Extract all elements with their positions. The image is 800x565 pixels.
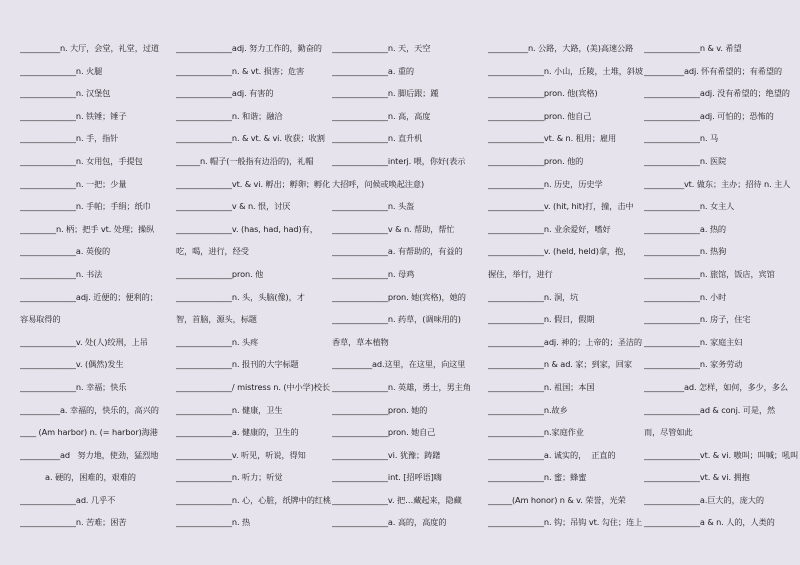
vocab-entry-text: ______________a. 英俊的 — [20, 246, 111, 257]
vocab-entry-text: ______________ad & conj. 可是，然 — [644, 404, 776, 415]
vocab-entry — [176, 421, 331, 444]
vocab-entry — [644, 60, 799, 83]
vocab-entry — [644, 466, 799, 489]
vocab-entry — [332, 60, 487, 83]
vocab-entry — [20, 60, 175, 83]
vocab-entry-text: ______________n. 幸福；快乐 — [20, 381, 127, 392]
vocab-entry — [20, 127, 175, 150]
vocab-entry — [488, 421, 643, 444]
vocab-entry — [20, 353, 175, 376]
vocab-entry-text: 大招呼，问候或唤起注意) — [332, 178, 425, 189]
vocab-entry-text: __________ad.这里，在这里，向这里 — [332, 359, 466, 370]
vocab-entry-text: 而，尽管如此 — [644, 427, 693, 438]
vocab-entry-text: ______________n. 书法 — [20, 268, 103, 279]
vocab-entry — [488, 60, 643, 83]
vocab-entry — [176, 376, 331, 399]
vocab-entry — [488, 263, 643, 286]
vocab-entry — [20, 263, 175, 286]
vocab-entry-text: ______________n. 汉堡包 — [20, 88, 111, 99]
vocab-entry-text: ______________v. 听见，听说，得知 — [176, 449, 306, 460]
vocab-entry — [488, 489, 643, 512]
vocab-entry — [176, 82, 331, 105]
vocab-entry-text: ______________n. 祖国；本国 — [488, 381, 595, 392]
vocab-entry — [644, 218, 799, 241]
vocab-entry — [332, 376, 487, 399]
vocab-entry — [488, 127, 643, 150]
vocab-entry — [20, 82, 175, 105]
vocab-entry-text: ______________n. 手，指针 — [20, 133, 119, 144]
vocab-entry — [644, 82, 799, 105]
vocab-entry — [488, 150, 643, 173]
vocab-entry — [176, 195, 331, 218]
vocab-entry — [176, 240, 331, 263]
vocab-entry — [332, 218, 487, 241]
vocab-entry — [644, 489, 799, 512]
vocab-entry-text: __________n. 大厅，会堂，礼堂，过道 — [20, 43, 159, 53]
vocab-entry-text: ______________n. 苦难；困苦 — [20, 517, 127, 528]
vocab-entry-text: ______________n. 女主人 — [644, 201, 735, 212]
vocab-entry — [332, 353, 487, 376]
vocab-entry — [488, 353, 643, 376]
vocab-entry-text: ______________vi. 犹豫；踌躇 — [332, 449, 441, 460]
vocab-entry — [332, 511, 487, 534]
vocab-entry-text: ______________pron. 他的 — [488, 155, 584, 166]
vocab-entry-text: ______________n. 热 — [176, 517, 251, 528]
vocab-entry — [332, 37, 487, 60]
vocab-entry-text: ______________vt. & vi. 孵出；孵卵；孵化 — [176, 178, 331, 189]
vocab-entry-text: __________n. 公路，大路，(美)高速公路 — [488, 43, 634, 53]
vocab-entry-text: ______________n. 健康，卫生 — [176, 404, 283, 415]
vocab-entry — [644, 105, 799, 128]
vocab-entry-text: __________ad 努力地，使劲，猛烈地 — [20, 449, 159, 460]
vocab-entry-text: ______________n. 马 — [644, 133, 719, 144]
vocab-entry — [20, 308, 175, 331]
vocab-entry-text: ______________n. 英雄，勇士，男主角 — [332, 381, 471, 392]
vocab-entry-text: ______________n. 火腿 — [20, 65, 103, 76]
vocab-entry-text: ______________v. 处(人)绞刑，上吊 — [20, 336, 148, 347]
vocab-entry — [488, 511, 643, 534]
vocab-entry — [332, 150, 487, 173]
vocab-entry — [20, 421, 175, 444]
vocab-entry — [332, 82, 487, 105]
vocab-entry-text: ______________interj. 喂，你好(表示 — [332, 155, 466, 166]
vocab-entry — [488, 308, 643, 331]
vocab-entry — [644, 240, 799, 263]
vocab-entry — [644, 286, 799, 309]
vocab-entry — [176, 399, 331, 422]
vocab-entry-text: ______________v. 把…藏起来，隐藏 — [332, 494, 462, 505]
vocab-entry — [20, 195, 175, 218]
vocab-entry-text: ______________n. 头疼 — [176, 336, 259, 347]
vocab-entry — [488, 399, 643, 422]
vocab-entry-text: __________ad. 怎样，如何，多少，多么 — [644, 381, 788, 392]
vocab-entry — [332, 173, 487, 196]
vocab-entry — [176, 466, 331, 489]
vocab-entry-text: ______________n. 洞，坑 — [488, 291, 579, 302]
vocab-entry-text: ______________a. 重的 — [332, 65, 415, 76]
vocab-entry-text: ______________n. 家务劳动 — [644, 359, 743, 370]
vocab-entry-text: ______________n. 钩；吊钩 vt. 勾住；连上 — [488, 517, 643, 528]
vocab-entry — [644, 150, 799, 173]
vocab-entry-text: ______________n. 手帕；手绢；纸巾 — [20, 201, 151, 212]
vocab-entry-text: ______________n. 女用包，手提包 — [20, 155, 143, 166]
vocab-entry — [488, 218, 643, 241]
vocab-entry — [20, 444, 175, 467]
vocab-entry — [20, 376, 175, 399]
vocab-entry — [332, 466, 487, 489]
vocab-column-2 — [176, 37, 331, 565]
vocab-entry-text: ______________n.故乡 — [488, 404, 568, 415]
vocab-entry-text: ______________v. (偶然)发生 — [20, 359, 124, 370]
vocab-entry-text: ______________pron. 她的 — [332, 404, 428, 415]
vocab-entry-text: ______________n. 铁锤；锤子 — [20, 110, 127, 121]
vocab-column-3 — [332, 37, 487, 565]
vocab-entry — [176, 37, 331, 60]
vocab-entry — [644, 173, 799, 196]
vocab-entry-text: __________vt. 做东；主办；招待 n. 主人 — [644, 178, 791, 189]
vocab-entry — [488, 82, 643, 105]
vocab-entry-text: ______________v & n. 帮助，帮忙 — [332, 223, 455, 234]
vocab-entry-text: ______________n. 房子，住宅 — [644, 314, 751, 325]
vocab-entry — [176, 511, 331, 534]
vocab-entry — [488, 173, 643, 196]
vocab-entry-text: ______________n. 小山，丘陵，土堆，斜坡 — [488, 65, 643, 76]
vocab-entry-text: ______________/ mistress n. (中小学)校长 — [176, 381, 330, 392]
vocab-entry-text: ______________n. 小时 — [644, 291, 727, 302]
vocab-entry — [488, 37, 643, 60]
vocab-entry-text: ______________n. 家庭主妇 — [644, 336, 743, 347]
vocab-entry-text: ______________adj. 近便的；便利的； — [20, 291, 158, 302]
vocab-entry-text: 吃，喝，进行，经受 — [176, 246, 249, 257]
vocab-entry-text: ______________v. (has, had, had)有， — [176, 223, 318, 234]
vocab-entry — [176, 127, 331, 150]
vocab-entry-text: ______________a. 高的，高度的 — [332, 517, 447, 528]
vocab-entry-text: 智，首脑，源头，标题 — [176, 314, 257, 325]
vocab-entry-text: 容易取得的 — [20, 314, 61, 325]
vocab-entry — [644, 331, 799, 354]
vocab-entry — [176, 150, 331, 173]
vocab-entry-text: ______________n. & vt. & vi. 收获；收割 — [176, 133, 325, 144]
vocab-entry-text: ______________n. 一把；少量 — [20, 178, 127, 189]
vocab-entry-text: ______________vt. & vi. 嗷叫；叫喊；吼叫 — [644, 449, 799, 460]
vocab-entry — [176, 331, 331, 354]
vocab-entry-text: ______________v. (hit, hit)打，撞，击中 — [488, 201, 634, 212]
vocab-entry-text: ______(Am honor) n & v. 荣誉，光荣 — [488, 494, 626, 505]
vocab-entry-text: 握住，举行，进行 — [488, 268, 553, 279]
vocab-entry-text: ______________a & n. 人的，人类的 — [644, 517, 775, 528]
vocab-entry-text: ______________n. 高，高度 — [332, 110, 431, 121]
vocab-entry — [644, 263, 799, 286]
vocab-entry-text: _________n. 柄；把手 vt. 处理；操纵 — [20, 223, 155, 234]
vocab-entry — [488, 240, 643, 263]
vocab-entry-text: ______________v & n. 恨，讨厌 — [176, 201, 291, 212]
vocab-entry — [20, 331, 175, 354]
vocab-entry-text: ______________n. 听力；听觉 — [176, 472, 283, 483]
vocab-entry — [20, 466, 175, 489]
vocab-entry — [644, 511, 799, 534]
vocab-entry-text: ______________n. & vt. 损害；危害 — [176, 65, 305, 76]
vocab-entry — [332, 421, 487, 444]
vocab-entry — [20, 173, 175, 196]
vocab-entry-text: ______________pron. 他 — [176, 268, 264, 279]
vocab-entry — [488, 376, 643, 399]
vocab-entry-text: ______________v. (held, held)拿，抱， — [488, 246, 632, 257]
vocab-entry — [488, 444, 643, 467]
vocab-entry-text: ______________n. 报刊的大字标题 — [176, 359, 299, 370]
vocab-entry — [20, 489, 175, 512]
vocab-entry-text: ______________adj. 可怕的；恐怖的 — [644, 110, 774, 121]
vocab-entry-text: ______________pron. 她自己 — [332, 427, 436, 438]
vocab-entry-text: ______________a. 诚实的， 正直的 — [488, 449, 616, 460]
vocab-entry-text: ______________adj. 没有希望的；绝望的 — [644, 88, 790, 99]
vocab-entry — [176, 308, 331, 331]
vocab-entry-text: __________adj. 怀有希望的；有希望的 — [644, 65, 783, 76]
vocab-entry-text: ______________adj. 有害的 — [176, 88, 274, 99]
vocab-entry — [644, 37, 799, 60]
vocab-entry-text: ______________n. 和谐；融洽 — [176, 110, 283, 121]
vocab-entry-text: ______________n. 历史，历史学 — [488, 178, 603, 189]
vocab-entry — [644, 308, 799, 331]
vocab-entry-text: ______________n & v. 希望 — [644, 43, 742, 53]
vocab-entry-text: ______________n. 蜜；蜂蜜 — [488, 472, 587, 483]
vocab-entry-text: ______________n. 医院 — [644, 155, 727, 166]
vocab-entry-text: ______________int. [招呼语]嗨 — [332, 472, 442, 483]
vocab-entry-text: ______________vt. & vi. 拥抱 — [644, 472, 750, 483]
vocab-entry-text: ______________n. 天，天空 — [332, 43, 431, 53]
vocab-entry-text: ______________n. 脚后跟；踵 — [332, 88, 439, 99]
vocab-entry — [176, 489, 331, 512]
vocab-entry-text: ______________a.巨大的，庞大的 — [644, 494, 764, 505]
vocab-entry-text: ______________n.家庭作业 — [488, 427, 584, 438]
vocab-column-1 — [20, 37, 175, 565]
vocab-entry — [20, 150, 175, 173]
vocab-entry — [332, 263, 487, 286]
vocab-entry — [644, 376, 799, 399]
vocab-entry — [644, 127, 799, 150]
vocab-entry — [20, 240, 175, 263]
vocab-entry — [332, 331, 487, 354]
vocab-entry-text: ______________n. 母鸡 — [332, 268, 415, 279]
vocab-entry — [488, 286, 643, 309]
vocab-column-4 — [488, 37, 643, 565]
vocab-entry — [20, 399, 175, 422]
vocab-entry-text: __________a. 幸福的，快乐的，高兴的 — [20, 404, 159, 415]
vocab-entry-text: ______________n. 头盔 — [332, 201, 415, 212]
vocab-entry — [20, 286, 175, 309]
vocab-entry-text: ______________a. 健康的，卫生的 — [176, 427, 299, 438]
vocab-entry-text: ______________n & ad. 家；到家，回家 — [488, 359, 632, 370]
vocab-entry — [176, 444, 331, 467]
vocab-entry-text: ______________pron. 他自己 — [488, 110, 592, 121]
vocab-entry — [332, 127, 487, 150]
vocab-entry — [644, 353, 799, 376]
vocab-entry-text: ______________n. 假日，假期 — [488, 314, 595, 325]
vocab-entry-text: a. 硬的，困难的，艰难的 — [20, 472, 136, 483]
vocab-entry-text: ______________ad. 几乎不 — [20, 494, 116, 505]
vocab-entry — [332, 489, 487, 512]
vocab-entry — [644, 399, 799, 422]
vocab-entry-text: ______________a. 有帮助的，有益的 — [332, 246, 463, 257]
vocab-entry — [488, 105, 643, 128]
vocab-entry — [488, 331, 643, 354]
vocab-entry — [176, 286, 331, 309]
vocab-entry — [644, 195, 799, 218]
vocab-entry — [332, 286, 487, 309]
vocab-entry — [644, 421, 799, 444]
vocab-entry-text: ______n. 帽子(一般指有边沿的)，礼帽 — [176, 155, 314, 166]
vocab-entry — [176, 218, 331, 241]
vocab-entry-text: ____ (Am harbor) n. (= harbor)海港 — [20, 427, 158, 438]
vocab-entry — [176, 60, 331, 83]
vocab-entry — [488, 195, 643, 218]
vocab-entry — [332, 444, 487, 467]
vocab-entry — [176, 173, 331, 196]
vocab-entry — [20, 511, 175, 534]
vocab-entry — [332, 240, 487, 263]
vocab-entry — [332, 195, 487, 218]
vocab-entry-text: ______________n. 头，头脑(像)，才 — [176, 291, 305, 302]
vocab-entry-text: ______________a. 热的 — [644, 223, 727, 234]
vocab-entry — [332, 308, 487, 331]
vocab-entry — [176, 263, 331, 286]
vocab-entry — [20, 37, 175, 60]
vocab-entry — [20, 218, 175, 241]
vocab-entry-text: ______________n. 心，心脏，纸牌中的红桃 — [176, 494, 331, 505]
vocab-entry-text: ______________n. 直升机 — [332, 133, 423, 144]
vocab-entry-text: ______________n. 业余爱好，嗜好 — [488, 223, 611, 234]
vocab-entry — [332, 399, 487, 422]
vocab-entry-text: ______________n. 热狗 — [644, 246, 727, 257]
vocab-entry — [20, 105, 175, 128]
vocab-entry — [488, 466, 643, 489]
vocab-entry — [176, 105, 331, 128]
vocab-entry-text: ______________n. 药草，(调味用的) — [332, 314, 461, 325]
vocab-entry — [644, 444, 799, 467]
vocab-entry-text: ______________pron. 她(宾格)，她的 — [332, 291, 466, 302]
vocab-entry — [332, 105, 487, 128]
vocab-column-5 — [644, 37, 799, 565]
vocab-entry-text: ______________vt. & n. 租用；雇用 — [488, 133, 617, 144]
vocab-entry-text: ______________n. 旅馆，饭店，宾馆 — [644, 268, 775, 279]
vocab-entry-text: 香草，草本植物 — [332, 336, 389, 347]
vocab-entry-text: ______________pron. 他(宾格) — [488, 88, 598, 99]
vocab-entry — [176, 353, 331, 376]
vocab-entry-text: ______________adj. 神的；上帝的；圣洁的 — [488, 336, 642, 347]
vocab-entry-text: ______________adj. 努力工作的，勤奋的 — [176, 43, 322, 53]
